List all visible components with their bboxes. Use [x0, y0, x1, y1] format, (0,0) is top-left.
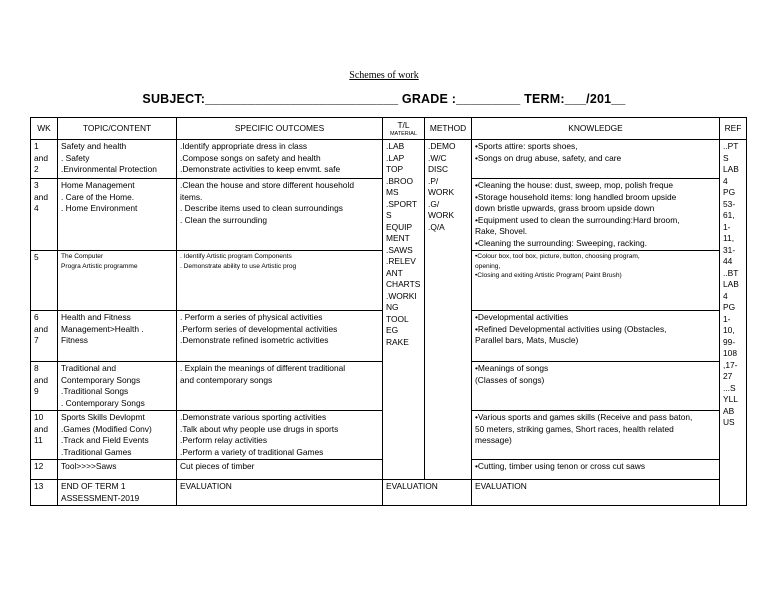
cell-line: .Demonstrate refined isometric activities: [180, 335, 329, 345]
outcomes-cell: [177, 460, 383, 480]
cell-line: down bristle upwards, grass broom upside down: [475, 203, 655, 213]
cell-line: •Meanings of songs: [475, 363, 549, 373]
cell-line: 4: [34, 203, 39, 213]
cell-line: WORK: [428, 210, 455, 220]
document-title: Schemes of work: [349, 70, 419, 81]
wk-cell: [31, 311, 58, 362]
cell-line: and contemporary songs: [180, 374, 273, 385]
outcomes-cell: [177, 311, 383, 362]
cell-line: .W/C: [428, 152, 447, 163]
cell-line: 2: [34, 164, 39, 174]
cell-line: .Demonstrate activities to keep envmt. safe: [180, 164, 341, 174]
cell-line: PG: [723, 302, 736, 312]
knowledge-cell: [472, 362, 720, 411]
cell-line: 7: [34, 335, 39, 345]
cell-line: .Games (Modified Conv): [61, 423, 152, 434]
cell-line: . Care of the Home.: [61, 191, 135, 202]
tl-material-cell: [383, 140, 425, 480]
header-row: [31, 118, 747, 140]
cell-line: .Track and Field Events: [61, 435, 149, 445]
cell-line: •Storage household items: long handled broom upside: [475, 191, 677, 202]
cell-line: 6: [34, 312, 39, 322]
outcomes-cell: [177, 251, 383, 311]
cell-line: 108: [723, 348, 737, 358]
cell-line: 11,: [723, 233, 735, 243]
cell-line: 53-: [723, 198, 736, 209]
cell-line: NG: [386, 302, 399, 312]
knowledge-cell: EVALUATION: [472, 480, 720, 506]
cell-line: items.: [180, 191, 203, 202]
cell-line: . Explain the meanings of different traditional: [180, 363, 346, 373]
cell-line: .Compose songs on safety and health: [180, 152, 321, 163]
outcomes-cell: [177, 140, 383, 179]
document-header: SUBJECT:___________________________ GRADE :_________ TERM:___/201__: [142, 92, 626, 106]
knowledge-cell: [472, 251, 720, 311]
cell-line: ,17-: [723, 359, 738, 370]
col-wk: WK: [31, 118, 58, 140]
cell-line: S: [386, 210, 392, 220]
cell-line: .Demonstrate various sporting activities: [180, 412, 327, 422]
cell-line: Fitness: [61, 335, 88, 345]
wk-cell: 13: [31, 480, 58, 506]
cell-line: ..PT: [723, 141, 739, 151]
cell-line: LAB: [723, 279, 739, 289]
cell-line: US: [723, 417, 735, 427]
cell-line: 4: [723, 290, 728, 301]
cell-line: ANT: [386, 267, 403, 278]
cell-line: CHARTS: [386, 279, 421, 289]
cell-line: .G/: [428, 198, 440, 209]
cell-line: •Closing and exiting Artistic Program( Paint Brush): [475, 272, 622, 279]
cell-line: MS: [386, 187, 399, 197]
cell-line: .LAB: [386, 141, 405, 151]
col-method: METHOD: [425, 118, 472, 140]
cell-line: and: [34, 191, 48, 202]
cell-line: 11: [34, 435, 43, 445]
wk-cell: [31, 362, 58, 411]
cell-line: MENT: [386, 233, 410, 243]
cell-line: Management>Health .: [61, 323, 144, 334]
cell-line: .Environmental Protection: [61, 164, 157, 174]
cell-line: 5: [34, 252, 39, 262]
topic-cell: [58, 140, 177, 179]
cell-line: DISC: [428, 164, 449, 174]
cell-line: •Various sports and games skills (Receive and pass baton,: [475, 412, 693, 422]
cell-line: •Songs on drug abuse, safety, and care: [475, 152, 622, 163]
topic-cell: [58, 311, 177, 362]
cell-line: .RELEV: [386, 256, 416, 266]
col-knowledge: KNOWLEDGE: [472, 118, 720, 140]
cell-line: .SPORT: [386, 198, 418, 209]
cell-line: .Traditional Songs: [61, 386, 129, 396]
col-tl-sublabel: MATERIAL: [389, 131, 418, 138]
cell-line: (Classes of songs): [475, 374, 545, 385]
cell-line: EG: [386, 325, 399, 335]
cell-line: Traditional and: [61, 363, 117, 373]
cell-line: •Cleaning the house: dust, sweep, mop, polish freque: [475, 180, 674, 190]
cell-line: •Colour box, tool box, picture, button, choosing program,: [475, 253, 640, 260]
cell-line: Safety and health: [61, 141, 127, 151]
col-tl-material: [383, 118, 425, 140]
cell-line: .DEMO: [428, 141, 456, 151]
topic-cell: [58, 362, 177, 411]
cell-line: . Contemporary Songs: [61, 397, 145, 408]
cell-line: .SAWS: [386, 244, 413, 255]
cell-line: . Safety: [61, 152, 90, 163]
cell-line: .Identify appropriate dress in class: [180, 141, 308, 151]
cell-line: and: [34, 152, 48, 163]
cell-line: END OF TERM 1: [61, 481, 126, 491]
cell-line: Cut pieces of timber: [180, 461, 255, 471]
cell-line: .Perform relay activities: [180, 435, 268, 445]
cell-line: Parallel bars, Mats, Muscle): [475, 335, 579, 345]
cell-line: 12: [34, 461, 44, 471]
cell-line: •Cleaning the surrounding: Sweeping, racking.: [475, 237, 647, 248]
cell-line: and: [34, 323, 48, 334]
cell-line: LAB: [723, 164, 739, 174]
cell-line: S: [723, 152, 729, 163]
cell-line: . Perform a series of physical activities: [180, 312, 323, 322]
col-tl-label: T/L: [397, 119, 410, 130]
knowledge-cell: [472, 411, 720, 460]
cell-line: Contemporary Songs: [61, 374, 141, 385]
cell-line: .WORKI: [386, 290, 417, 301]
outcomes-cell: [177, 362, 383, 411]
cell-line: . Describe items used to clean surroundings: [180, 203, 343, 213]
cell-line: ASSESSMENT-2019: [61, 492, 140, 503]
cell-line: •Developmental activities: [475, 312, 569, 322]
cell-line: WORK: [428, 187, 455, 197]
cell-line: ..BT: [723, 267, 739, 278]
cell-line: .Q/A: [428, 221, 445, 232]
cell-line: •Sports attire: sports shoes,: [475, 141, 578, 151]
knowledge-cell: [472, 311, 720, 362]
cell-line: PG: [723, 187, 736, 197]
cell-line: EQUIP: [386, 221, 413, 232]
tl-method-cell: EVALUATION: [383, 480, 472, 506]
topic-cell: [58, 480, 177, 506]
wk-cell: [31, 411, 58, 460]
cell-line: TOP: [386, 164, 404, 174]
table-row: [31, 140, 747, 179]
cell-line: Progra Artistic programme: [61, 262, 138, 270]
cell-line: .Clean the house and store different household: [180, 180, 354, 190]
cell-line: . Demonstrate ability to use Artistic prog: [180, 262, 297, 270]
cell-line: 1: [34, 141, 39, 151]
cell-line: 1-: [723, 221, 731, 232]
cell-line: . Clean the surrounding: [180, 214, 268, 225]
knowledge-cell: [472, 460, 720, 480]
cell-line: 27: [723, 371, 733, 381]
cell-line: 61,: [723, 210, 735, 220]
col-ref: REF: [720, 118, 747, 140]
cell-line: and: [34, 374, 48, 385]
wk-cell: [31, 140, 58, 179]
cell-line: TOOL: [386, 313, 409, 324]
cell-line: 44: [723, 256, 733, 266]
outcomes-cell: [177, 179, 383, 251]
wk-cell: [31, 179, 58, 251]
cell-line: 10: [34, 412, 44, 422]
cell-line: .Traditional Games: [61, 446, 132, 457]
cell-line: 99-: [723, 336, 736, 347]
cell-line: .Talk about why people use drugs in sports: [180, 423, 339, 434]
topic-cell: [58, 251, 177, 311]
cell-line: opening,: [475, 262, 501, 270]
scheme-table: [30, 117, 747, 506]
cell-line: The Computer: [61, 253, 104, 260]
knowledge-cell: [472, 179, 720, 251]
cell-line: YLL: [723, 394, 738, 404]
cell-line: •Cutting, timber using tenon or cross cut saws: [475, 461, 646, 471]
cell-line: 3: [34, 180, 39, 190]
cell-line: Health and Fitness: [61, 312, 131, 322]
method-cell: [425, 140, 472, 480]
cell-line: and: [34, 423, 48, 434]
cell-line: 1-: [723, 313, 731, 324]
cell-line: .Perform series of developmental activities: [180, 323, 338, 334]
cell-line: .BROO: [386, 175, 413, 186]
topic-cell: [58, 460, 177, 480]
cell-line: 50 meters, striking games, Short races, health related: [475, 423, 674, 434]
topic-cell: [58, 179, 177, 251]
cell-line: Home Management: [61, 180, 135, 190]
cell-line: Sports Skills Devlopmt: [61, 412, 145, 422]
cell-line: 31-: [723, 244, 736, 255]
cell-line: 4: [723, 175, 728, 186]
wk-cell: [31, 460, 58, 480]
topic-cell: [58, 411, 177, 460]
cell-line: ...S: [723, 382, 736, 393]
cell-line: 9: [34, 386, 39, 396]
table-row-final: [31, 480, 747, 506]
cell-line: •Refined Developmental activities using (Obstacles,: [475, 323, 667, 334]
outcomes-cell: EVALUATION: [177, 480, 383, 506]
wk-cell: [31, 251, 58, 311]
cell-line: •Equipment used to clean the surrounding:Hard broom,: [475, 214, 680, 225]
cell-line: . Home Environment: [61, 203, 138, 213]
cell-line: .Perform a variety of traditional Games: [180, 446, 324, 457]
cell-line: RAKE: [386, 336, 409, 347]
col-topic: TOPIC/CONTENT: [58, 118, 177, 140]
cell-line: .P/: [428, 175, 439, 186]
cell-line: 10,: [723, 325, 735, 335]
outcomes-cell: [177, 411, 383, 460]
ref-cell: [720, 140, 747, 506]
col-outcomes: SPECIFIC OUTCOMES: [177, 118, 383, 140]
cell-line: . Identify Artistic program Components: [180, 253, 292, 260]
cell-line: 8: [34, 363, 39, 373]
cell-line: message): [475, 435, 512, 445]
cell-line: .LAP: [386, 152, 405, 163]
cell-line: Tool>>>>Saws: [61, 461, 117, 471]
cell-line: AB: [723, 405, 735, 416]
knowledge-cell: [472, 140, 720, 179]
cell-line: Rake, Shovel.: [475, 226, 528, 236]
